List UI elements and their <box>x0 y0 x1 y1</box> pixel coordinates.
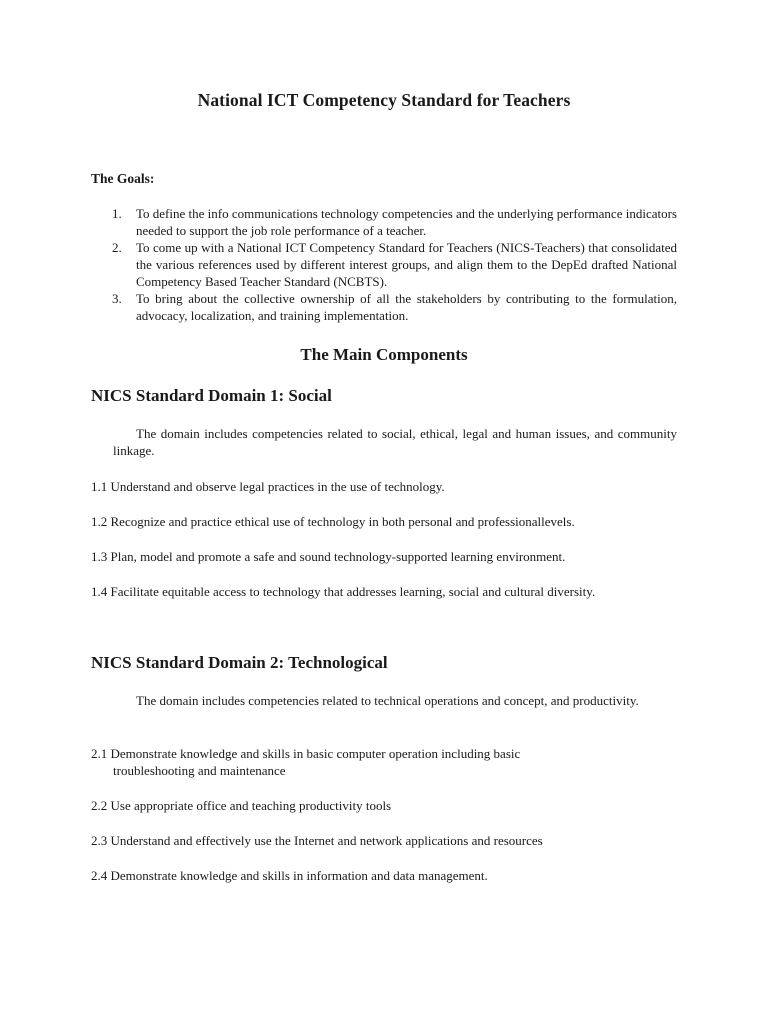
list-item <box>112 239 677 290</box>
standard-item-continuation: troubleshooting and maintenance <box>113 763 286 778</box>
domain-1-description: The domain includes competencies related to social, ethical, legal and human issues, and community linkage. <box>113 426 677 458</box>
standard-item: 2.2 Use appropriate office and teaching productivity tools <box>91 798 392 813</box>
list-text: To come up with a National ICT Competency Standard for Teachers (NICS-Teachers) that consolidated the various references used by different interest groups, and align them to the DepEd drafted National Competency Based Teacher Standard (NCBTS). <box>136 240 677 289</box>
standard-item: 2.3 Understand and effectively use the Internet and network applications and resources <box>91 833 543 848</box>
list-text: To bring about the collective ownership of all the stakeholders by contributing to the formulation, advocacy, localization, and training implementation. <box>136 291 677 323</box>
list-item <box>112 205 677 239</box>
section-heading-main-components: The Main Components <box>300 345 468 364</box>
standard-item: 1.4 Facilitate equitable access to technology that addresses learning, social and cultural diversity. <box>91 584 596 599</box>
list-number: 1. <box>112 206 122 221</box>
list-text: To define the info communications technology competencies and the underlying performance indicators needed to support the job role performance of a teacher. <box>136 206 677 238</box>
domain-2-description: The domain includes competencies related to technical operations and concept, and productivity. <box>136 693 639 708</box>
standard-item <box>91 745 691 779</box>
list-number: 3. <box>112 291 122 306</box>
domain-2-heading: NICS Standard Domain 2: Technological <box>91 653 388 672</box>
standard-item: 2.4 Demonstrate knowledge and skills in information and data management. <box>91 868 488 883</box>
goals-list <box>112 205 677 324</box>
list-item <box>112 290 677 324</box>
document-title: National ICT Competency Standard for Teachers <box>197 90 571 110</box>
standard-item: 1.1 Understand and observe legal practices in the use of technology. <box>91 479 445 494</box>
standard-item-line: 2.1 Demonstrate knowledge and skills in basic computer operation including basic <box>91 746 521 761</box>
domain-1-heading: NICS Standard Domain 1: Social <box>91 386 332 405</box>
standard-item: 1.2 Recognize and practice ethical use of technology in both personal and professionallevels. <box>91 514 575 529</box>
goals-label: The Goals: <box>91 171 155 186</box>
standard-item: 1.3 Plan, model and promote a safe and sound technology-supported learning environment. <box>91 549 566 564</box>
list-number: 2. <box>112 240 122 255</box>
